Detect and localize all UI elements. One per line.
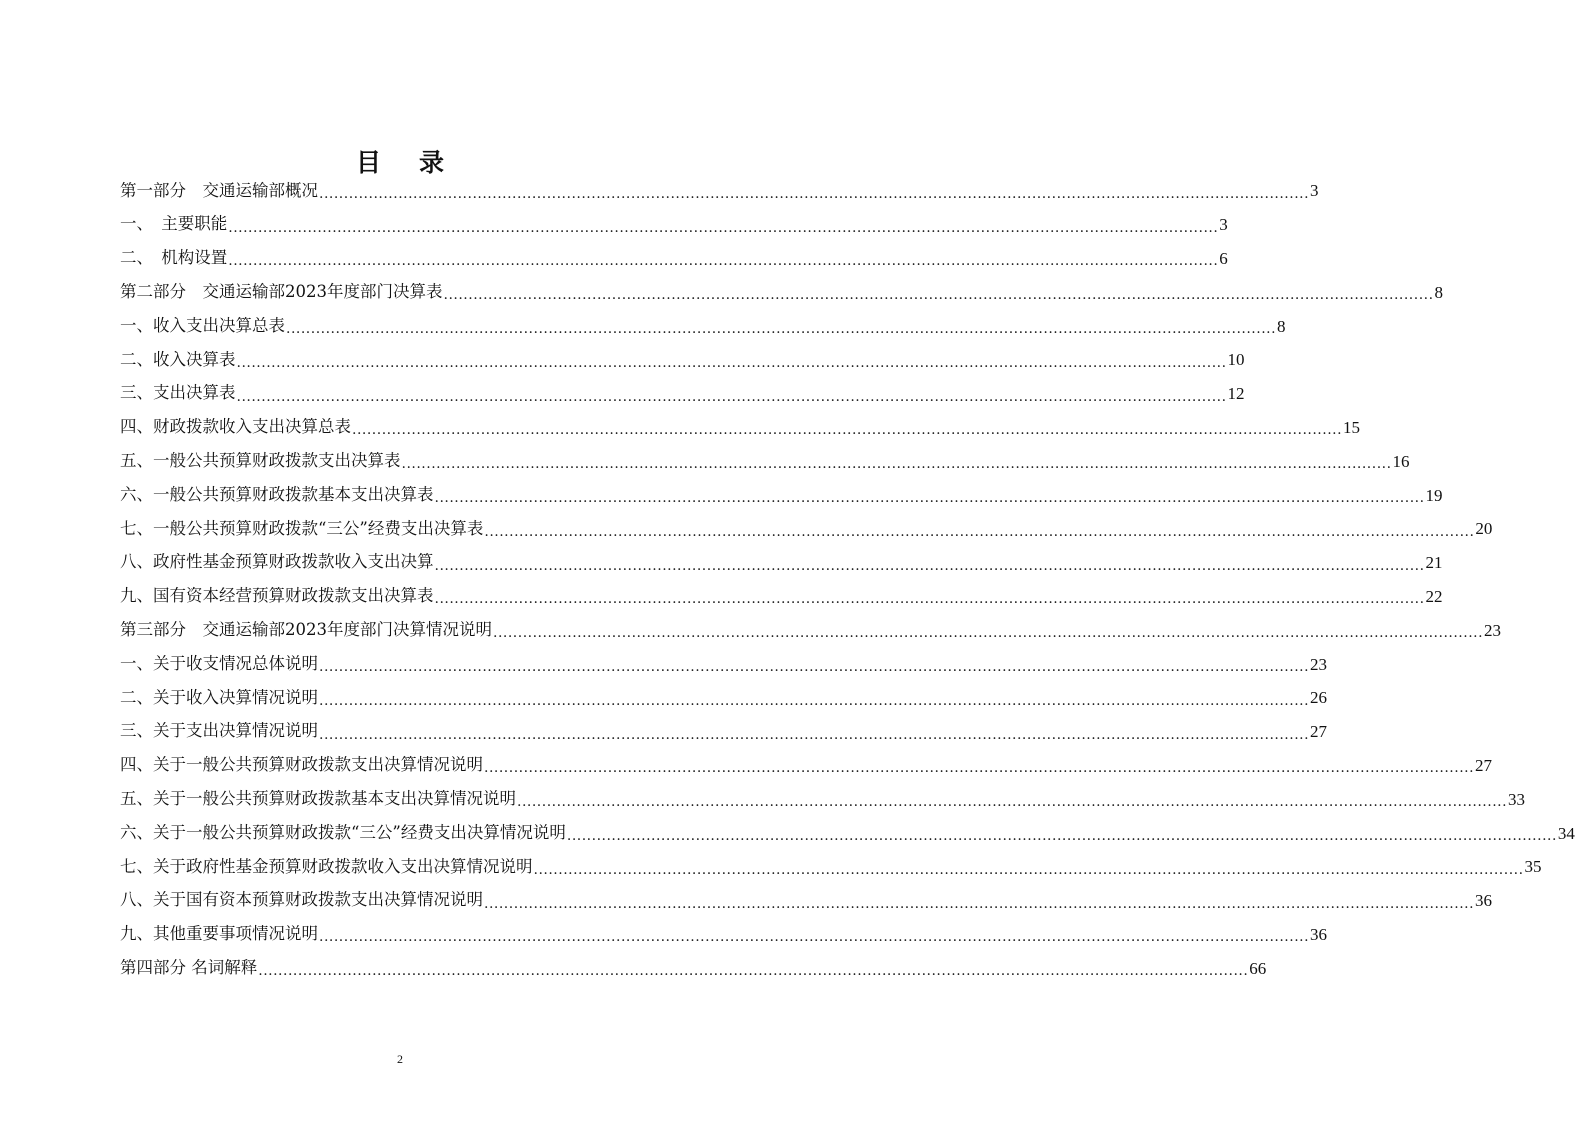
toc-entry-page: 36 (1475, 891, 1493, 911)
toc-entry-page: 66 (1249, 958, 1267, 978)
dot-leader: ........................................................................................................................................................................................................ (236, 388, 1227, 405)
dot-leader: ........................................................................................................................................................................................................ (258, 963, 1249, 980)
dot-leader: ........................................................................................................................................................................................................ (352, 422, 1343, 439)
dot-leader: ........................................................................................................................................................................................................ (484, 760, 1475, 777)
toc-entry-label: 九、其他重要事项情况说明 (120, 924, 318, 944)
dot-leader: ........................................................................................................................................................................................................ (484, 523, 1475, 540)
dot-leader: ........................................................................................................................................................................................................ (533, 861, 1524, 878)
toc-entry[interactable] (120, 411, 1361, 445)
toc-entry-page: 16 (1392, 451, 1410, 471)
dot-leader: ........................................................................................................................................................................................................ (493, 625, 1484, 642)
toc-entry[interactable] (120, 613, 1502, 647)
dot-leader: ........................................................................................................................................................................................................ (434, 591, 1425, 608)
toc-entry-label: 九、国有资本经营预算财政拨款支出决算表 (120, 586, 434, 606)
toc-entry-page: 8 (1434, 282, 1444, 302)
toc-entry[interactable] (120, 444, 1410, 478)
toc-entry[interactable] (120, 951, 1267, 985)
toc-entry-label: 八、政府性基金预算财政拨款收入支出决算 (120, 552, 434, 572)
toc-entry-label: 六、关于一般公共预算财政拨款“三公”经费支出决算情况说明 (120, 822, 566, 842)
toc-entry-page: 15 (1343, 417, 1361, 437)
dot-leader: ........................................................................................................................................................................................................ (319, 929, 1310, 946)
toc-entry-label: 三、关于支出决算情况说明 (120, 721, 318, 741)
toc-entry-label: 一、收入支出决算总表 (120, 315, 285, 335)
toc-entry-label: 二、 机构设置 (120, 248, 228, 268)
toc-entry[interactable] (120, 715, 1328, 749)
page-title: 目录 (355, 148, 482, 177)
toc-entry-page: 23 (1310, 654, 1328, 674)
dot-leader: ........................................................................................................................................................................................................ (484, 895, 1475, 912)
toc-entry-page: 6 (1219, 248, 1228, 268)
dot-leader: ........................................................................................................................................................................................................ (401, 456, 1392, 473)
dot-leader: ........................................................................................................................................................................................................ (286, 321, 1277, 338)
toc-entry-label: 二、收入决算表 (120, 349, 236, 369)
toc-entry-page: 3 (1310, 181, 1319, 201)
toc-entry-page: 3 (1219, 215, 1228, 235)
toc-entry[interactable] (120, 309, 1286, 343)
toc-entry-label: 四、关于一般公共预算财政拨款支出决算情况说明 (120, 755, 483, 775)
toc-entry-page: 12 (1227, 384, 1245, 404)
toc-entry-label: 第三部分 交通运输部2023年度部门决算情况说明 (120, 620, 492, 639)
dot-leader: ........................................................................................................................................................................................................ (443, 287, 1434, 304)
toc-entry[interactable] (120, 174, 1319, 208)
toc-entry-page: 22 (1425, 586, 1443, 606)
toc-entry-page: 21 (1425, 553, 1443, 573)
dot-leader: ........................................................................................................................................................................................................ (517, 794, 1508, 811)
toc-entry-page: 23 (1484, 620, 1502, 640)
toc-entry[interactable] (120, 816, 1575, 850)
dot-leader: ........................................................................................................................................................................................................ (319, 659, 1310, 676)
toc-entry[interactable] (120, 681, 1328, 715)
toc-entry-page: 27 (1310, 722, 1328, 742)
toc-entry-label: 四、财政拨款收入支出决算总表 (120, 417, 351, 437)
toc-entry-label: 一、 主要职能 (120, 214, 228, 234)
toc-entry-page: 35 (1524, 857, 1542, 877)
toc-entry-page: 10 (1227, 350, 1245, 370)
toc-entry[interactable] (120, 546, 1443, 580)
toc-entry-label: 第一部分 交通运输部概况 (120, 180, 318, 200)
toc-entry-page: 36 (1310, 924, 1328, 944)
toc-entry[interactable] (120, 512, 1493, 546)
toc-entry-page: 20 (1475, 519, 1493, 539)
toc-entry[interactable] (120, 275, 1444, 309)
toc-entry[interactable] (120, 884, 1493, 918)
toc-entry[interactable] (120, 850, 1542, 884)
toc-entry[interactable] (120, 377, 1245, 411)
toc-entry-label: 七、一般公共预算财政拨款“三公”经费支出决算表 (120, 518, 484, 538)
toc-entry[interactable] (120, 343, 1245, 377)
toc-entry[interactable] (120, 580, 1443, 614)
page-number: 2 (397, 1052, 403, 1066)
dot-leader: ........................................................................................................................................................................................................ (319, 726, 1310, 743)
toc-entry-label: 七、关于政府性基金预算财政拨款收入支出决算情况说明 (120, 856, 533, 876)
toc-entry[interactable] (120, 782, 1526, 816)
toc-entry[interactable] (120, 918, 1328, 952)
dot-leader: ........................................................................................................................................................................................................ (236, 354, 1227, 371)
toc-entry-page: 27 (1475, 755, 1493, 775)
toc-entry-page: 26 (1310, 688, 1328, 708)
toc-entry-label: 三、支出决算表 (120, 383, 236, 403)
toc-entry-page: 33 (1508, 789, 1526, 809)
dot-leader: ........................................................................................................................................................................................................ (434, 557, 1425, 574)
toc-entry-label: 二、关于收入决算情况说明 (120, 687, 318, 707)
toc-entry[interactable] (120, 749, 1493, 783)
dot-leader: ........................................................................................................................................................................................................ (434, 490, 1425, 507)
table-of-contents (120, 174, 1575, 985)
dot-leader: ........................................................................................................................................................................................................ (566, 828, 1557, 845)
toc-entry[interactable] (120, 242, 1228, 276)
toc-entry-label: 五、关于一般公共预算财政拨款基本支出决算情况说明 (120, 788, 516, 808)
toc-entry-label: 第二部分 交通运输部2023年度部门决算表 (120, 282, 443, 302)
toc-entry[interactable] (120, 647, 1328, 681)
dot-leader: ........................................................................................................................................................................................................ (319, 185, 1310, 202)
toc-entry-label: 一、关于收支情况总体说明 (120, 653, 318, 673)
toc-entry-label: 五、一般公共预算财政拨款支出决算表 (120, 451, 401, 471)
toc-entry-label: 八、关于国有资本预算财政拨款支出决算情况说明 (120, 890, 483, 910)
toc-entry-page: 8 (1277, 316, 1286, 336)
toc-entry-label: 六、一般公共预算财政拨款基本支出决算表 (120, 484, 434, 504)
toc-entry[interactable] (120, 208, 1228, 242)
toc-entry-page: 19 (1425, 485, 1443, 505)
dot-leader: ........................................................................................................................................................................................................ (228, 253, 1219, 270)
toc-entry[interactable] (120, 478, 1443, 512)
dot-leader: ........................................................................................................................................................................................................ (319, 692, 1310, 709)
dot-leader: ........................................................................................................................................................................................................ (228, 219, 1219, 236)
toc-entry-label: 第四部分 名词解释 (120, 957, 258, 977)
toc-entry-page: 34 (1557, 823, 1575, 843)
